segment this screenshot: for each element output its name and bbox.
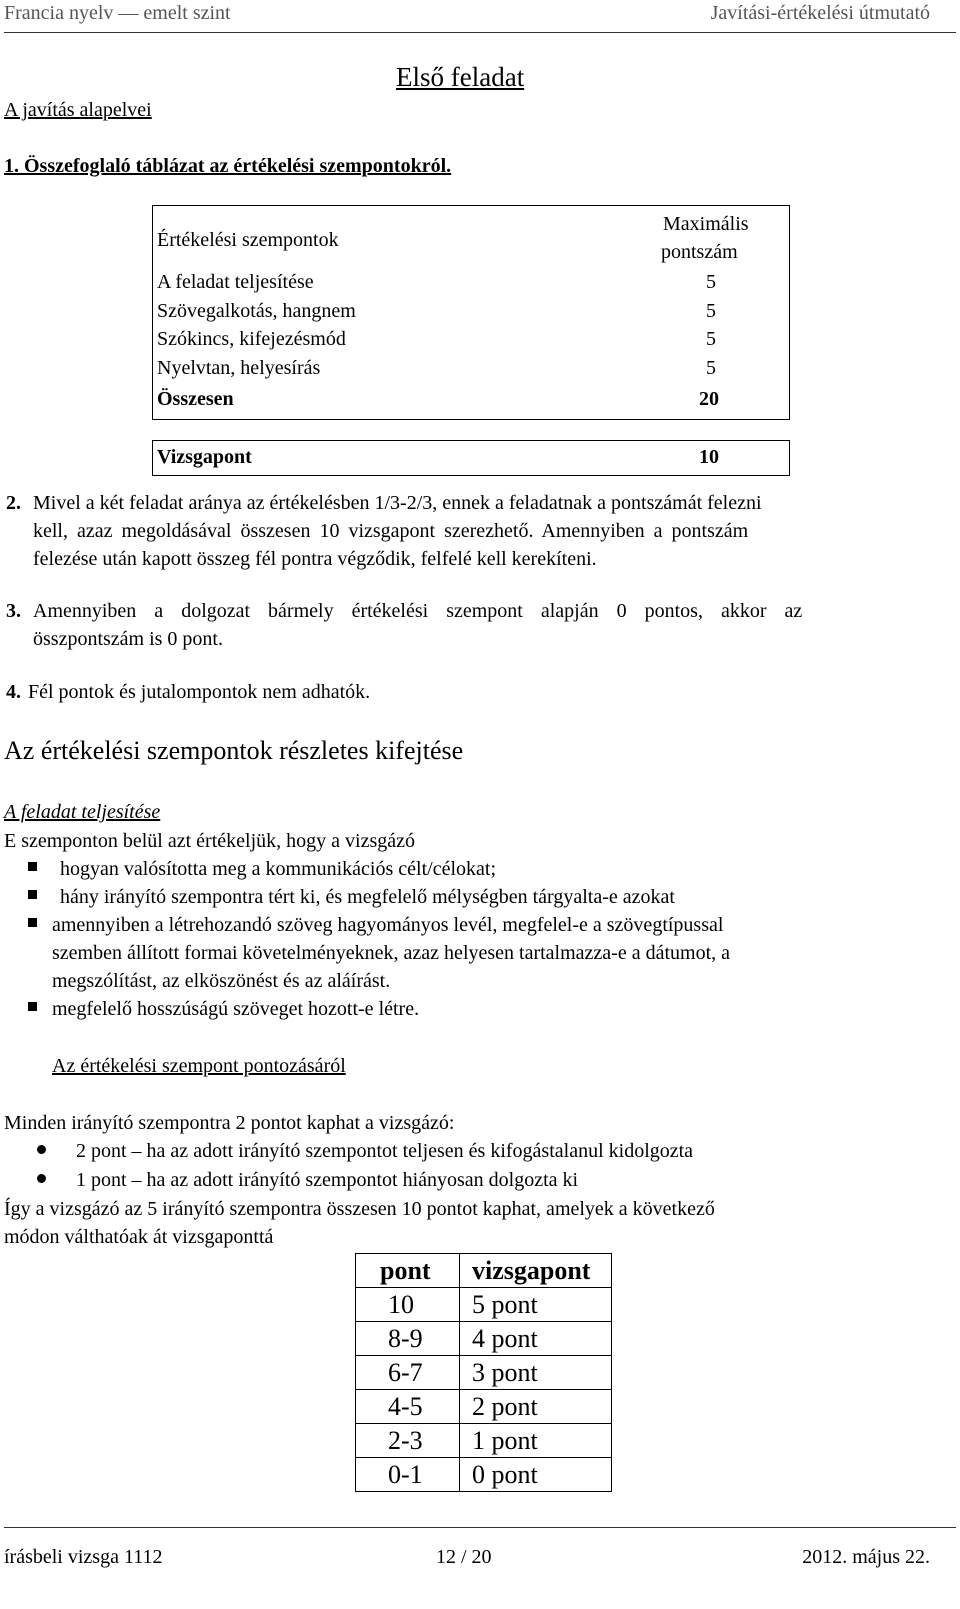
- criteria-row-label: Szövegalkotás, hangnem: [157, 300, 356, 322]
- paragraph-2-line: kell, azaz megoldásával összesen 10 vizsgapont szerezhető. Amennyiben a pontszám: [33, 520, 749, 542]
- bullet-item: megfelelő hosszúságú szöveget hozott-e létre.: [52, 998, 420, 1020]
- exam-points-label: Vizsgapont: [157, 446, 252, 468]
- scoring-intro: Minden irányító szempontra 2 pontot kaphat a vizsgázó:: [4, 1112, 455, 1134]
- task-heading: A feladat teljesítése: [4, 801, 161, 823]
- exam-points-col-header: vizsgapont: [460, 1254, 612, 1288]
- table-row: [356, 1288, 612, 1322]
- criteria-total-label: Összesen: [157, 388, 234, 410]
- points-cell: 4-5: [356, 1390, 460, 1424]
- details-heading: Az értékelési szempontok részletes kifejtése: [4, 736, 464, 765]
- footer-date: 2012. május 22.: [802, 1546, 930, 1568]
- points-cell: 0-1: [356, 1458, 460, 1492]
- criteria-table: [152, 205, 790, 420]
- table-row: [356, 1322, 612, 1356]
- criteria-total-value: 20: [699, 388, 719, 410]
- paragraph-4-number: 4.: [6, 681, 21, 703]
- points-col-header: pont: [356, 1254, 460, 1288]
- exam-points-cell: 4 pont: [460, 1322, 612, 1356]
- scoring-heading: Az értékelési szempont pontozásáról: [52, 1055, 346, 1077]
- paragraph-4-text: Fél pontok és jutalompontok nem adhatók.: [28, 681, 371, 703]
- points-cell: 6-7: [356, 1356, 460, 1390]
- criteria-row-value: 5: [706, 300, 716, 322]
- exam-points-cell: 0 pont: [460, 1458, 612, 1492]
- criteria-row-label: Szókincs, kifejezésmód: [157, 328, 346, 350]
- table-row: [356, 1458, 612, 1492]
- footer-rule: [4, 1527, 956, 1528]
- criteria-row-value: 5: [706, 357, 716, 379]
- conversion-text-line: Így a vizsgázó az 5 irányító szempontra összesen 10 pontot kaphat, amelyek a következő: [4, 1198, 715, 1220]
- header-right: Javítási-értékelési útmutató: [710, 2, 930, 24]
- bullet-square-icon: [28, 890, 37, 899]
- table-row: [356, 1390, 612, 1424]
- criteria-row-label: Nyelvtan, helyesírás: [157, 357, 321, 379]
- exam-points-cell: 5 pont: [460, 1288, 612, 1322]
- bullet-square-icon: [28, 1002, 37, 1011]
- header-rule: [4, 32, 956, 33]
- paragraph-2-number: 2.: [6, 492, 21, 514]
- points-cell: 2-3: [356, 1424, 460, 1458]
- bullet-square-icon: [28, 918, 37, 927]
- exam-points-cell: 3 pont: [460, 1356, 612, 1390]
- scoring-item: 2 pont – ha az adott irányító szempontot teljesen és kifogástalanul kidolgozta: [76, 1140, 694, 1162]
- criteria-row-value: 5: [706, 328, 716, 350]
- footer-left: írásbeli vizsga 1112: [4, 1546, 163, 1568]
- criteria-row-value: 5: [706, 271, 716, 293]
- points-conversion-table: [355, 1253, 612, 1492]
- exam-points-box: [152, 440, 790, 476]
- table-row: [356, 1424, 612, 1458]
- points-cell: 8-9: [356, 1322, 460, 1356]
- paragraph-3-line: összpontszám is 0 pont.: [33, 628, 223, 650]
- footer-page-number: 12 / 20: [436, 1546, 492, 1568]
- criteria-col2-header-line2: pontszám: [661, 241, 738, 263]
- bullet-item-continuation: szemben állított formai követelményeknek, azaz helyesen tartalmazza-e a dátumot, a: [52, 942, 731, 964]
- table-header-row: [356, 1254, 612, 1288]
- paragraph-3-number: 3.: [6, 600, 21, 622]
- bullet-item: amennyiben a létrehozandó szöveg hagyományos levél, megfelel-e a szövegtípussal: [52, 914, 724, 936]
- header-left: Francia nyelv — emelt szint: [4, 2, 231, 24]
- bullet-square-icon: [28, 862, 37, 871]
- paragraph-2-line: felezése után kapott összeg fél pontra végződik, felfelé kell kerekíteni.: [33, 548, 597, 570]
- section-title: Első feladat: [396, 62, 525, 92]
- scoring-item: 1 pont – ha az adott irányító szempontot hiányosan dolgozta ki: [76, 1169, 579, 1191]
- task-intro: E szemponton belül azt értékeljük, hogy a vizsgázó: [4, 830, 415, 852]
- table-row: [356, 1356, 612, 1390]
- exam-points-cell: 1 pont: [460, 1424, 612, 1458]
- criteria-col2-header-line1: Maximális: [663, 213, 749, 235]
- paragraph-2-line: Mivel a két feladat aránya az értékelésben 1/3-2/3, ennek a feladatnak a pontszámát felezni: [33, 492, 762, 514]
- bullet-dot-icon: [37, 1174, 46, 1183]
- principles-heading: A javítás alapelvei: [4, 99, 152, 121]
- points-cell: 10: [356, 1288, 460, 1322]
- bullet-dot-icon: [37, 1145, 46, 1154]
- criteria-col1-header: Értékelési szempontok: [157, 229, 339, 251]
- summary-heading: 1. Összefoglaló táblázat az értékelési szempontokról.: [4, 155, 452, 177]
- bullet-item: hány irányító szempontra tért ki, és megfelelő mélységben tárgyalta-e azokat: [60, 886, 675, 908]
- exam-points-value: 10: [699, 446, 719, 468]
- conversion-text-line: módon válthatóak át vizsgaponttá: [4, 1226, 274, 1248]
- bullet-item-continuation: megszólítást, az elköszönést és az aláírást.: [52, 970, 391, 992]
- bullet-item: hogyan valósította meg a kommunikációs célt/célokat;: [60, 858, 496, 880]
- paragraph-3-line: Amennyiben a dolgozat bármely értékelési szempont alapján 0 pontos, akkor az: [33, 600, 803, 622]
- criteria-row-label: A feladat teljesítése: [157, 271, 314, 293]
- exam-points-cell: 2 pont: [460, 1390, 612, 1424]
